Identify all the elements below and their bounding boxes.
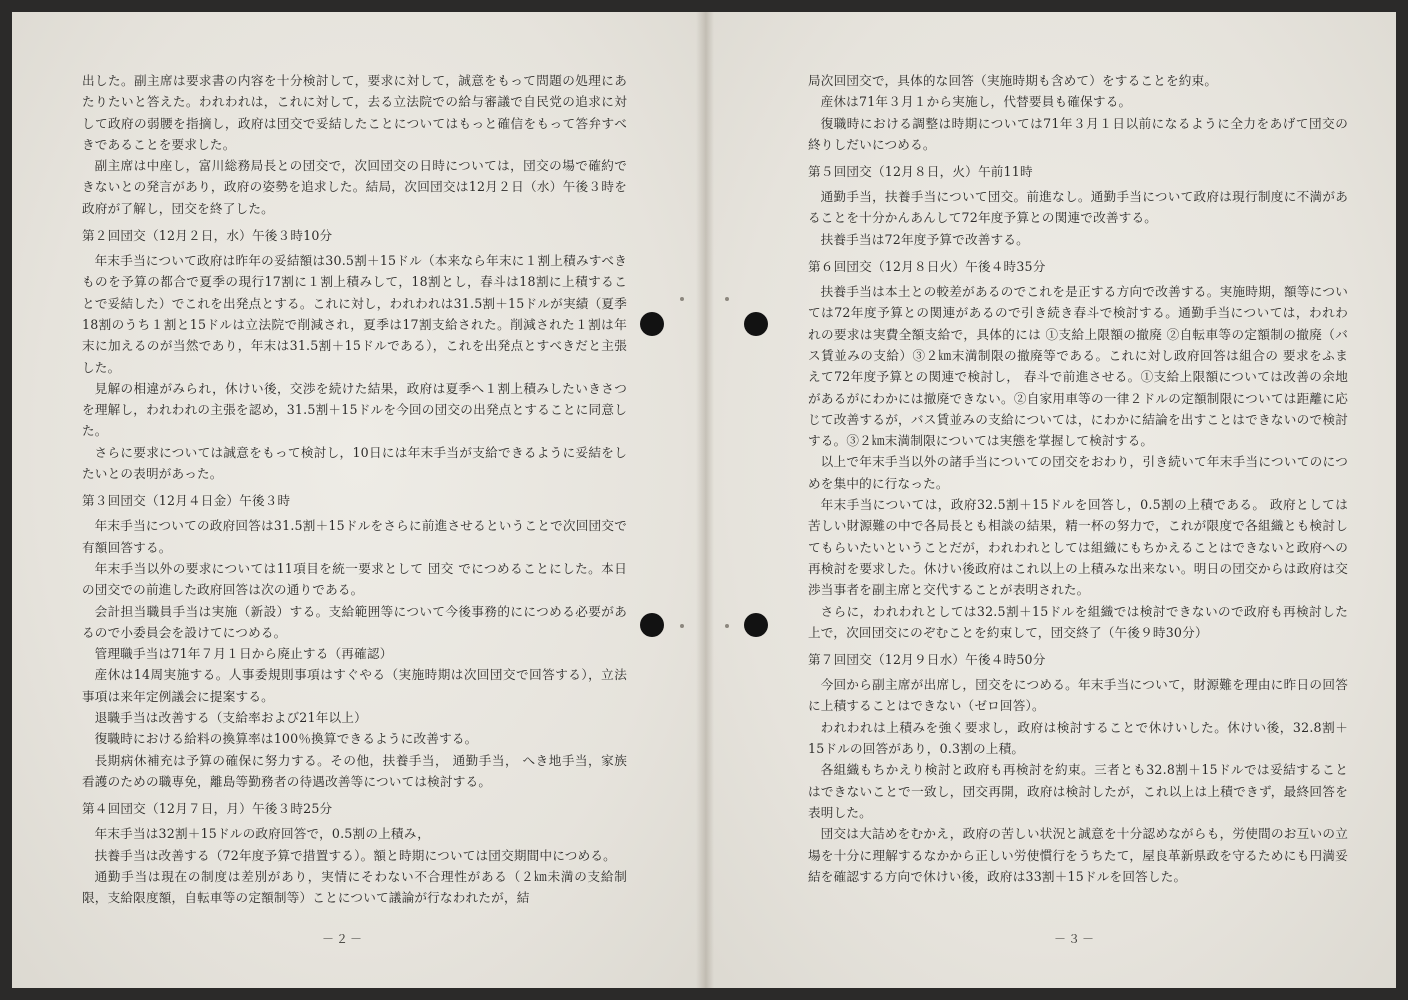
staple-mark bbox=[725, 624, 729, 628]
paragraph: 通勤手当，扶養手当について団交。前進なし。通勤手当について政府は現行制度に不満があることを十分かんあんして72年度予算との関連で改善する。 bbox=[808, 189, 1348, 226]
right-page-number: －３－ bbox=[1054, 932, 1097, 946]
left-page-text bbox=[82, 70, 627, 908]
paragraph: 年末手当は32割＋15ドルの政府回答で，0.5割の上積み， bbox=[94, 826, 431, 842]
paragraph: われわれは上積みを強く要求し，政府は検討することで休けいした。休けい後，32.8割＋15ドルの回答があり，0.3割の上積。 bbox=[808, 719, 1348, 757]
section-heading: 第３回団交（12月４日金）午後３時 bbox=[82, 493, 291, 509]
paragraph: 扶養手当は72年度予算で改善する。 bbox=[820, 231, 1029, 247]
left-page bbox=[12, 12, 704, 988]
paragraph: 見解の相違がみられ，休けい後，交渉を続けた結果，政府は夏季へ１割上積みしたいきさつを理解し，われわれの主張を認め，31.5割＋15ドルを今回の団交の出発点とすることに同意した。 bbox=[82, 380, 627, 439]
document-sheet bbox=[12, 12, 1396, 988]
staple-mark bbox=[680, 624, 684, 628]
paragraph: さらに，われわれとしては32.5割＋15ドルを組織では検討できないので政府も再検討した上で，次回団交にのぞむことを約束して，団交終了（午後９時30分） bbox=[808, 603, 1348, 640]
section-heading: 第６回団交（12月８日火）午後４時35分 bbox=[808, 259, 1046, 275]
paragraph: 管理職手当は71年７月１日から廃止する（再確認） bbox=[94, 646, 393, 662]
paragraph: 年末手当以外の要求については11項目を統一要求として 団交 でにつめることにした。本日の団交での前進した政府回答は次の通りである。 bbox=[82, 560, 627, 598]
paragraph: 団交は大詰めをむかえ，政府の苦しい状況と誠意を十分認めながらも，労使間のお互いの立場を十分に理解するなかから正しい労使慣行をうちたて，屋良革新県政を守るためにも円満妥結を確認する方向で休けい後，政府は33割＋15ドルを回答した。 bbox=[808, 826, 1348, 884]
paragraph: 復職時における調整は時期については71年３月１日以前になるように全力をあげて団交の終りしだいにつめる。 bbox=[808, 115, 1348, 152]
paragraph: 今回から副主席が出席し，団交をにつめる。年末手当について，財源難を理由に昨日の回答に上積することはできない（ゼロ回答）。 bbox=[808, 677, 1348, 714]
paragraph: さらに要求については誠意をもって検討し，10日には年末手当が支給できるように妥結をしたいとの表明があった。 bbox=[82, 444, 627, 482]
paragraph: 扶養手当は本土との較差があるのでこれを是正する方向で改善する。実施時期，額等については72年度予算との関連があるので引き続き春斗で検討する。通勤手当については，われわれの要求は実費全額支給で，具体的には ①支給上限額の撤廃 ②自転車等の定額制の撤廃（バス賃並みの支給）③２㎞末満制限の撤廃等である。これに対し政府回答は組合の 要求をふまえて72年度予算との関連で検討し， 春斗で前進させる。①支給上限額については改善の余地があるがにわかには撤廃できない。②自家用車等の一律２ドルの定額制限については距離に応じて改善するが，バス賃並みの支給については，にわかに結論を出すことはできないので検討する。③２㎞末満制限については実態を掌握して検討する。 bbox=[808, 284, 1348, 449]
paragraph: 復職時における給料の換算率は100％換算できるように改善する。 bbox=[94, 731, 478, 747]
paragraph: 会計担当職員手当は実施（新設）する。支給範囲等について今後事務的ににつめる必要があるので小委員会を設けてにつめる。 bbox=[82, 603, 627, 640]
section-heading: 第４回団交（12月７日，月）午後３時25分 bbox=[82, 801, 333, 817]
paragraph: 通勤手当は現在の制度は差別があり，実情にそわない不合理性がある（２㎞未満の支給制限，支給限度額，自転車等の定額制等）ことについて議論が行なわれたが，結 bbox=[82, 868, 627, 906]
paragraph: 副主席は中座し，富川総務局長との団交で，次回団交の日時については，団交の場で確約できないとの発言があり，政府の姿勢を追求した。結局，次回団交は12月２日（水）午後３時を政府が了解し，団交を終了した。 bbox=[82, 158, 627, 216]
paragraph: 扶養手当は改善する（72年度予算で措置する）。額と時期については団交期間中につめる。 bbox=[94, 847, 616, 863]
paragraph: 産休は14周実施する。人事委規則事項はすぐやる（実施時期は次回団交で回答する），立法事項は来年定例議会に提案する。 bbox=[82, 667, 627, 704]
paragraph: 産休は71年３月１から実施し，代替要員も確保する。 bbox=[820, 94, 1132, 110]
paragraph: 局次回団交で，具体的な回答（実施時期も含めて）をすることを約束。 bbox=[808, 73, 1218, 88]
paragraph: 年末手当については，政府32.5割＋15ドルを回答し，0.5割の上積である。 政府としては苦しい財源難の中で各局長とも相談の結果，精一杯の努力で，これが限度で各組織とも検討してもらいたいということだが，われわれとしては組織にもちかえることはできないと政府への再検討を要求した。休けい後政府はこれ以上の上積みな出来ない。明日の団交からは政府は交渉当事者を副主席と交代することが表明された。 bbox=[808, 497, 1348, 598]
paragraph: 年末手当についての政府回答は31.5割＋15ドルをさらに前進させるということで次回団交で有額回答する。 bbox=[82, 518, 627, 555]
center-fold bbox=[696, 12, 714, 988]
section-heading: 第７回団交（12月９日水）午後４時50分 bbox=[808, 652, 1046, 668]
paragraph: 退職手当は改善する（支給率および21年以上） bbox=[94, 710, 367, 726]
punch-hole bbox=[744, 613, 768, 637]
punch-hole bbox=[744, 312, 768, 336]
staple-mark bbox=[680, 297, 684, 301]
right-page-text bbox=[808, 70, 1348, 887]
punch-hole bbox=[640, 312, 664, 336]
paragraph: 各組織もちかえり検討と政府も再検討を約束。三者とも32.8割＋15ドルでは妥結することはできないことで一致し，団交再開，政府は検討したが，これ以上は上積できず，最終回答を表明した。 bbox=[808, 762, 1348, 820]
staple-mark bbox=[725, 297, 729, 301]
paragraph: 年末手当について政府は昨年の妥結額は30.5割＋15ドル（本来なら年末に１割上積みすべきものを予算の都合で夏季の現行17割に１割上積みして，18割とし，春斗は18割に上積することで妥結した）でこれを出発点とする。これに対し，われわれは31.5割＋15ドルが実績（夏季18割のうち１割と15ドルは立法院で削減され，夏季は17割支給された。削減された１割は年末に加えるのが当然であり，年末は31.5割＋15ドルである），これを出発点とすべきだと主張した。 bbox=[82, 253, 627, 375]
left-page-number: －２－ bbox=[322, 932, 365, 946]
paragraph: 長期病休補充は予算の確保に努力する。その他，扶養手当， 通勤手当， へき地手当，家族看護のための職専免，離島等勤務者の待遇改善等については検討する。 bbox=[82, 752, 627, 789]
section-heading: 第２回団交（12月２日，水）午後３時10分 bbox=[82, 228, 333, 244]
paragraph: 以上で年末手当以外の諸手当についての団交をおわり，引き続いて年末手当についてのにつめを集中的に行なった。 bbox=[808, 454, 1348, 491]
punch-hole bbox=[640, 613, 664, 637]
section-heading: 第５回団交（12月８日，火）午前11時 bbox=[808, 164, 1033, 180]
paragraph: 出した。副主席は要求書の内容を十分検討して，要求に対して，誠意をもって問題の処理にあたりたいと答えた。われわれは，これに対して，去る立法院での給与審議で自民党の追求に対して政府の弱腰を指摘し，政府は団交で妥結したことについてはもっと確信をもって答弁すべきであることを要求した。 bbox=[82, 73, 627, 152]
